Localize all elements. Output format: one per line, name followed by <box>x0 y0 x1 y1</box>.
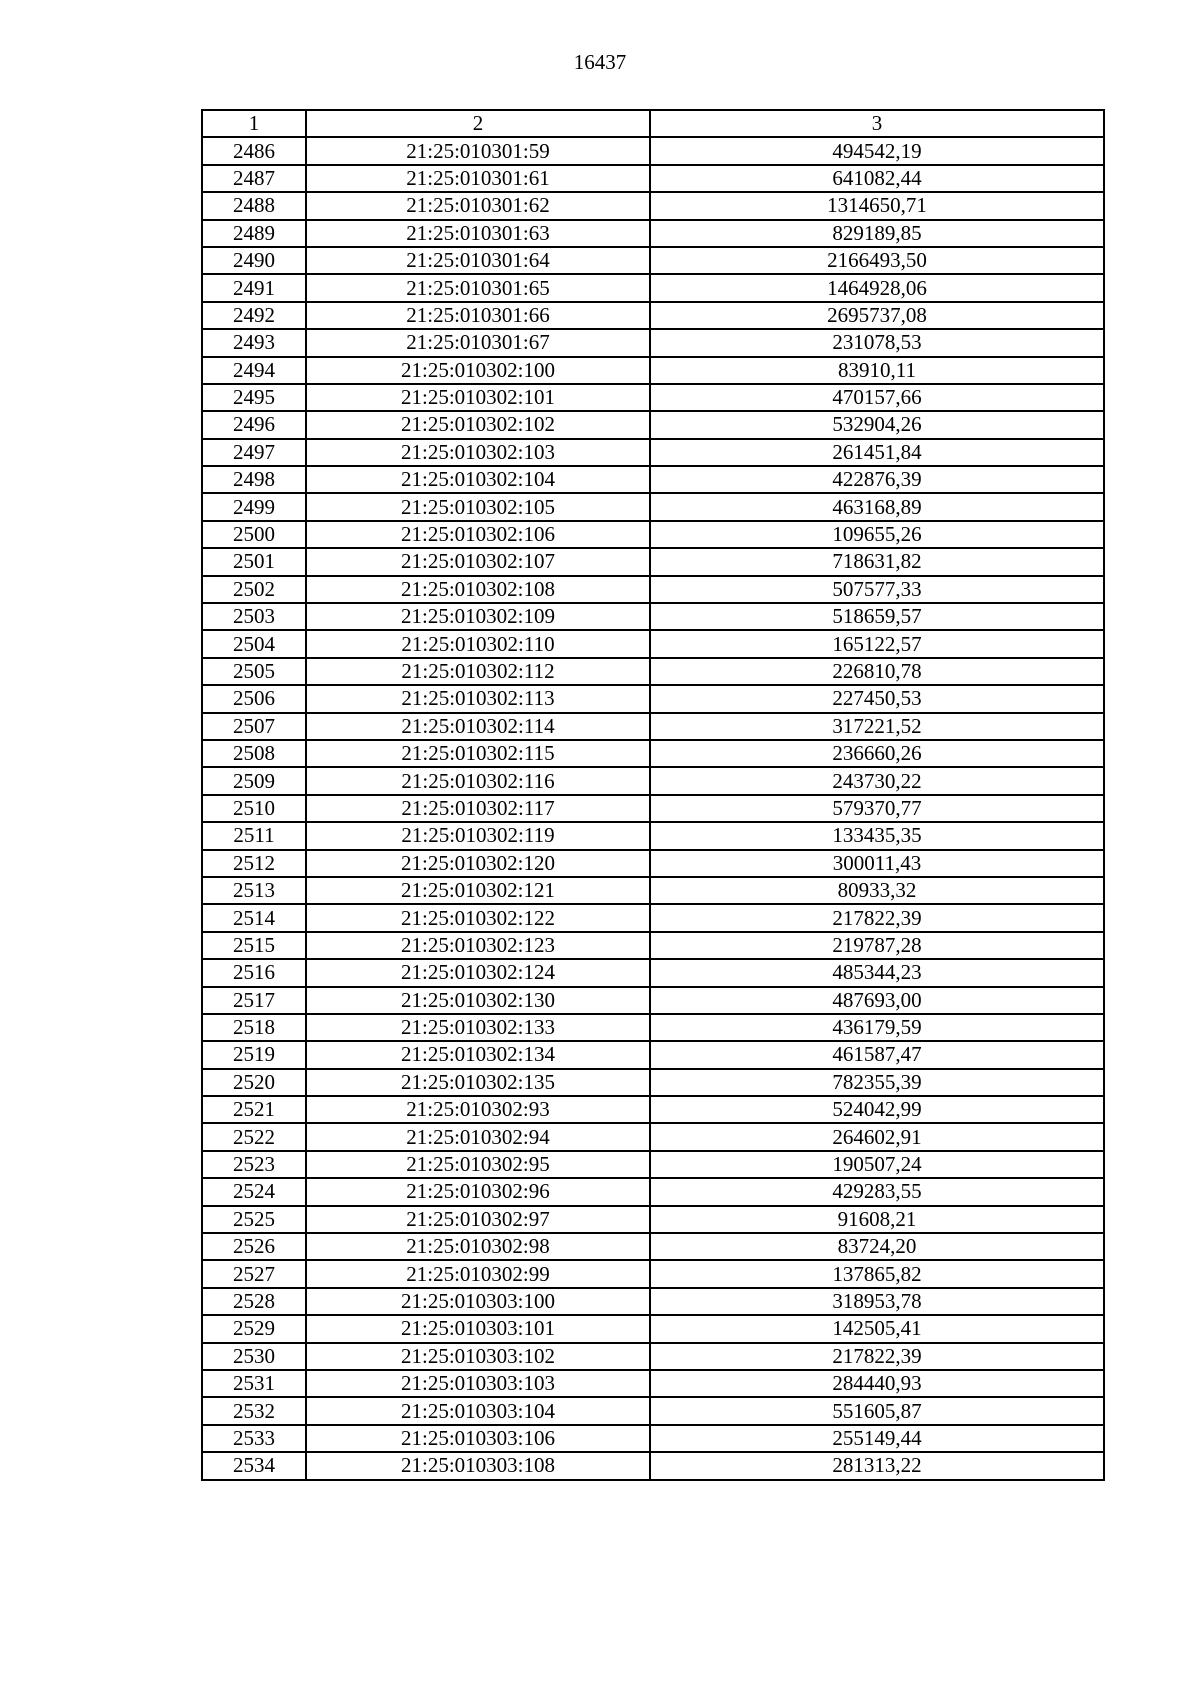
value-cell: 317221,52 <box>650 713 1104 740</box>
cadastral-number-cell: 21:25:010302:95 <box>306 1151 650 1178</box>
value-cell: 217822,39 <box>650 904 1104 931</box>
value-cell: 2166493,50 <box>650 247 1104 274</box>
table-row <box>202 1343 1104 1370</box>
row-number-cell: 2512 <box>202 850 306 877</box>
cadastral-number-cell: 21:25:010303:103 <box>306 1370 650 1397</box>
cadastral-number-cell: 21:25:010302:121 <box>306 877 650 904</box>
cadastral-number-cell: 21:25:010302:120 <box>306 850 650 877</box>
row-number-cell: 2516 <box>202 959 306 986</box>
header-row <box>202 110 1104 137</box>
value-cell: 281313,22 <box>650 1452 1104 1479</box>
cadastral-number-cell: 21:25:010302:134 <box>306 1041 650 1068</box>
table-row <box>202 329 1104 356</box>
table-row <box>202 1397 1104 1424</box>
table-row <box>202 576 1104 603</box>
value-cell: 718631,82 <box>650 548 1104 575</box>
column-header-2: 2 <box>306 110 650 137</box>
cadastral-number-cell: 21:25:010302:114 <box>306 713 650 740</box>
row-number-cell: 2533 <box>202 1425 306 1452</box>
cadastral-number-cell: 21:25:010302:119 <box>306 822 650 849</box>
row-number-cell: 2527 <box>202 1260 306 1287</box>
row-number-cell: 2520 <box>202 1069 306 1096</box>
table-row <box>202 1123 1104 1150</box>
value-cell: 165122,57 <box>650 630 1104 657</box>
row-number-cell: 2497 <box>202 439 306 466</box>
cadastral-number-cell: 21:25:010302:133 <box>306 1014 650 1041</box>
table-header <box>202 110 1104 137</box>
column-header-1: 1 <box>202 110 306 137</box>
cadastral-number-cell: 21:25:010303:106 <box>306 1425 650 1452</box>
table-row <box>202 411 1104 438</box>
value-cell: 1314650,71 <box>650 192 1104 219</box>
row-number-cell: 2500 <box>202 521 306 548</box>
table-row <box>202 1096 1104 1123</box>
cadastral-number-cell: 21:25:010302:123 <box>306 932 650 959</box>
value-cell: 461587,47 <box>650 1041 1104 1068</box>
row-number-cell: 2519 <box>202 1041 306 1068</box>
row-number-cell: 2503 <box>202 603 306 630</box>
value-cell: 470157,66 <box>650 384 1104 411</box>
value-cell: 1464928,06 <box>650 274 1104 301</box>
row-number-cell: 2506 <box>202 685 306 712</box>
table-row <box>202 740 1104 767</box>
value-cell: 80933,32 <box>650 877 1104 904</box>
value-cell: 494542,19 <box>650 137 1104 164</box>
table-row <box>202 877 1104 904</box>
table-row <box>202 466 1104 493</box>
value-cell: 532904,26 <box>650 411 1104 438</box>
row-number-cell: 2515 <box>202 932 306 959</box>
table-row <box>202 713 1104 740</box>
row-number-cell: 2523 <box>202 1151 306 1178</box>
cadastral-number-cell: 21:25:010302:115 <box>306 740 650 767</box>
cadastral-number-cell: 21:25:010301:67 <box>306 329 650 356</box>
value-cell: 429283,55 <box>650 1178 1104 1205</box>
table-row <box>202 932 1104 959</box>
cadastral-number-cell: 21:25:010303:108 <box>306 1452 650 1479</box>
row-number-cell: 2491 <box>202 274 306 301</box>
cadastral-number-cell: 21:25:010302:94 <box>306 1123 650 1150</box>
table-row <box>202 630 1104 657</box>
row-number-cell: 2531 <box>202 1370 306 1397</box>
value-cell: 485344,23 <box>650 959 1104 986</box>
table-row <box>202 1452 1104 1479</box>
cadastral-number-cell: 21:25:010301:61 <box>306 165 650 192</box>
cadastral-number-cell: 21:25:010302:113 <box>306 685 650 712</box>
cadastral-number-cell: 21:25:010301:66 <box>306 302 650 329</box>
value-cell: 109655,26 <box>650 521 1104 548</box>
cadastral-number-cell: 21:25:010301:65 <box>306 274 650 301</box>
column-header-3: 3 <box>650 110 1104 137</box>
cadastral-number-cell: 21:25:010302:116 <box>306 767 650 794</box>
value-cell: 217822,39 <box>650 1343 1104 1370</box>
table-row <box>202 521 1104 548</box>
cadastral-number-cell: 21:25:010301:59 <box>306 137 650 164</box>
value-cell: 219787,28 <box>650 932 1104 959</box>
cadastral-number-cell: 21:25:010302:103 <box>306 439 650 466</box>
value-cell: 91608,21 <box>650 1206 1104 1233</box>
value-cell: 318953,78 <box>650 1288 1104 1315</box>
table-row <box>202 220 1104 247</box>
value-cell: 226810,78 <box>650 658 1104 685</box>
table-row <box>202 165 1104 192</box>
row-number-cell: 2498 <box>202 466 306 493</box>
cadastral-number-cell: 21:25:010302:98 <box>306 1233 650 1260</box>
value-cell: 231078,53 <box>650 329 1104 356</box>
cadastral-number-cell: 21:25:010301:64 <box>306 247 650 274</box>
table-row <box>202 850 1104 877</box>
row-number-cell: 2502 <box>202 576 306 603</box>
cadastral-number-cell: 21:25:010302:130 <box>306 987 650 1014</box>
cadastral-number-cell: 21:25:010302:105 <box>306 493 650 520</box>
cadastral-number-cell: 21:25:010301:62 <box>306 192 650 219</box>
row-number-cell: 2493 <box>202 329 306 356</box>
row-number-cell: 2534 <box>202 1452 306 1479</box>
table-row <box>202 439 1104 466</box>
value-cell: 524042,99 <box>650 1096 1104 1123</box>
row-number-cell: 2510 <box>202 795 306 822</box>
row-number-cell: 2490 <box>202 247 306 274</box>
table-row <box>202 904 1104 931</box>
page-number: 16437 <box>573 50 627 74</box>
value-cell: 83724,20 <box>650 1233 1104 1260</box>
table-row <box>202 1206 1104 1233</box>
cadastral-number-cell: 21:25:010302:110 <box>306 630 650 657</box>
row-number-cell: 2524 <box>202 1178 306 1205</box>
row-number-cell: 2494 <box>202 357 306 384</box>
cadastral-number-cell: 21:25:010303:101 <box>306 1315 650 1342</box>
row-number-cell: 2488 <box>202 192 306 219</box>
cadastral-number-cell: 21:25:010303:102 <box>306 1343 650 1370</box>
row-number-cell: 2509 <box>202 767 306 794</box>
row-number-cell: 2513 <box>202 877 306 904</box>
row-number-cell: 2495 <box>202 384 306 411</box>
value-cell: 518659,57 <box>650 603 1104 630</box>
table-row <box>202 1260 1104 1287</box>
value-cell: 284440,93 <box>650 1370 1104 1397</box>
table-row <box>202 1233 1104 1260</box>
table-row <box>202 822 1104 849</box>
row-number-cell: 2525 <box>202 1206 306 1233</box>
cadastral-number-cell: 21:25:010301:63 <box>306 220 650 247</box>
row-number-cell: 2526 <box>202 1233 306 1260</box>
value-cell: 142505,41 <box>650 1315 1104 1342</box>
row-number-cell: 2529 <box>202 1315 306 1342</box>
cadastral-number-cell: 21:25:010302:112 <box>306 658 650 685</box>
value-cell: 641082,44 <box>650 165 1104 192</box>
row-number-cell: 2517 <box>202 987 306 1014</box>
value-cell: 579370,77 <box>650 795 1104 822</box>
value-cell: 83910,11 <box>650 357 1104 384</box>
value-cell: 190507,24 <box>650 1151 1104 1178</box>
cadastral-number-cell: 21:25:010302:108 <box>306 576 650 603</box>
table-row <box>202 658 1104 685</box>
table-row <box>202 1151 1104 1178</box>
value-cell: 422876,39 <box>650 466 1104 493</box>
cadastral-number-cell: 21:25:010302:104 <box>306 466 650 493</box>
cadastral-number-cell: 21:25:010302:96 <box>306 1178 650 1205</box>
table-row <box>202 959 1104 986</box>
row-number-cell: 2514 <box>202 904 306 931</box>
table-row <box>202 1425 1104 1452</box>
cadastral-number-cell: 21:25:010303:104 <box>306 1397 650 1424</box>
table-row <box>202 1041 1104 1068</box>
table-row <box>202 192 1104 219</box>
row-number-cell: 2507 <box>202 713 306 740</box>
value-cell: 2695737,08 <box>650 302 1104 329</box>
table-row <box>202 767 1104 794</box>
row-number-cell: 2501 <box>202 548 306 575</box>
table-row <box>202 1370 1104 1397</box>
row-number-cell: 2505 <box>202 658 306 685</box>
table-row <box>202 247 1104 274</box>
cadastral-number-cell: 21:25:010302:102 <box>306 411 650 438</box>
value-cell: 436179,59 <box>650 1014 1104 1041</box>
table-row <box>202 987 1104 1014</box>
value-cell: 463168,89 <box>650 493 1104 520</box>
value-cell: 243730,22 <box>650 767 1104 794</box>
table-body <box>202 137 1104 1479</box>
value-cell: 227450,53 <box>650 685 1104 712</box>
row-number-cell: 2532 <box>202 1397 306 1424</box>
table-row <box>202 274 1104 301</box>
row-number-cell: 2496 <box>202 411 306 438</box>
cadastral-number-cell: 21:25:010302:107 <box>306 548 650 575</box>
value-cell: 507577,33 <box>650 576 1104 603</box>
cadastral-number-cell: 21:25:010302:106 <box>306 521 650 548</box>
value-cell: 487693,00 <box>650 987 1104 1014</box>
cadastral-number-cell: 21:25:010302:135 <box>306 1069 650 1096</box>
cadastral-number-cell: 21:25:010302:97 <box>306 1206 650 1233</box>
value-cell: 261451,84 <box>650 439 1104 466</box>
table-row <box>202 1315 1104 1342</box>
table-row <box>202 548 1104 575</box>
row-number-cell: 2518 <box>202 1014 306 1041</box>
table-row <box>202 1014 1104 1041</box>
table-row <box>202 1288 1104 1315</box>
cadastral-number-cell: 21:25:010303:100 <box>306 1288 650 1315</box>
table-row <box>202 795 1104 822</box>
value-cell: 782355,39 <box>650 1069 1104 1096</box>
row-number-cell: 2521 <box>202 1096 306 1123</box>
row-number-cell: 2530 <box>202 1343 306 1370</box>
cadastral-number-cell: 21:25:010302:117 <box>306 795 650 822</box>
value-cell: 551605,87 <box>650 1397 1104 1424</box>
row-number-cell: 2486 <box>202 137 306 164</box>
cadastral-number-cell: 21:25:010302:124 <box>306 959 650 986</box>
data-table <box>201 109 1105 1481</box>
value-cell: 300011,43 <box>650 850 1104 877</box>
table-row <box>202 603 1104 630</box>
row-number-cell: 2522 <box>202 1123 306 1150</box>
cadastral-number-cell: 21:25:010302:100 <box>306 357 650 384</box>
row-number-cell: 2511 <box>202 822 306 849</box>
value-cell: 829189,85 <box>650 220 1104 247</box>
row-number-cell: 2528 <box>202 1288 306 1315</box>
row-number-cell: 2504 <box>202 630 306 657</box>
cadastral-number-cell: 21:25:010302:109 <box>306 603 650 630</box>
value-cell: 133435,35 <box>650 822 1104 849</box>
table-row <box>202 302 1104 329</box>
table-row <box>202 1069 1104 1096</box>
table-row <box>202 357 1104 384</box>
table-row <box>202 685 1104 712</box>
row-number-cell: 2489 <box>202 220 306 247</box>
value-cell: 137865,82 <box>650 1260 1104 1287</box>
row-number-cell: 2499 <box>202 493 306 520</box>
cadastral-number-cell: 21:25:010302:101 <box>306 384 650 411</box>
cadastral-number-cell: 21:25:010302:99 <box>306 1260 650 1287</box>
value-cell: 264602,91 <box>650 1123 1104 1150</box>
table-row <box>202 1178 1104 1205</box>
row-number-cell: 2492 <box>202 302 306 329</box>
table-row <box>202 493 1104 520</box>
row-number-cell: 2487 <box>202 165 306 192</box>
table-row <box>202 137 1104 164</box>
cadastral-number-cell: 21:25:010302:93 <box>306 1096 650 1123</box>
value-cell: 236660,26 <box>650 740 1104 767</box>
table-row <box>202 384 1104 411</box>
cadastral-number-cell: 21:25:010302:122 <box>306 904 650 931</box>
row-number-cell: 2508 <box>202 740 306 767</box>
value-cell: 255149,44 <box>650 1425 1104 1452</box>
